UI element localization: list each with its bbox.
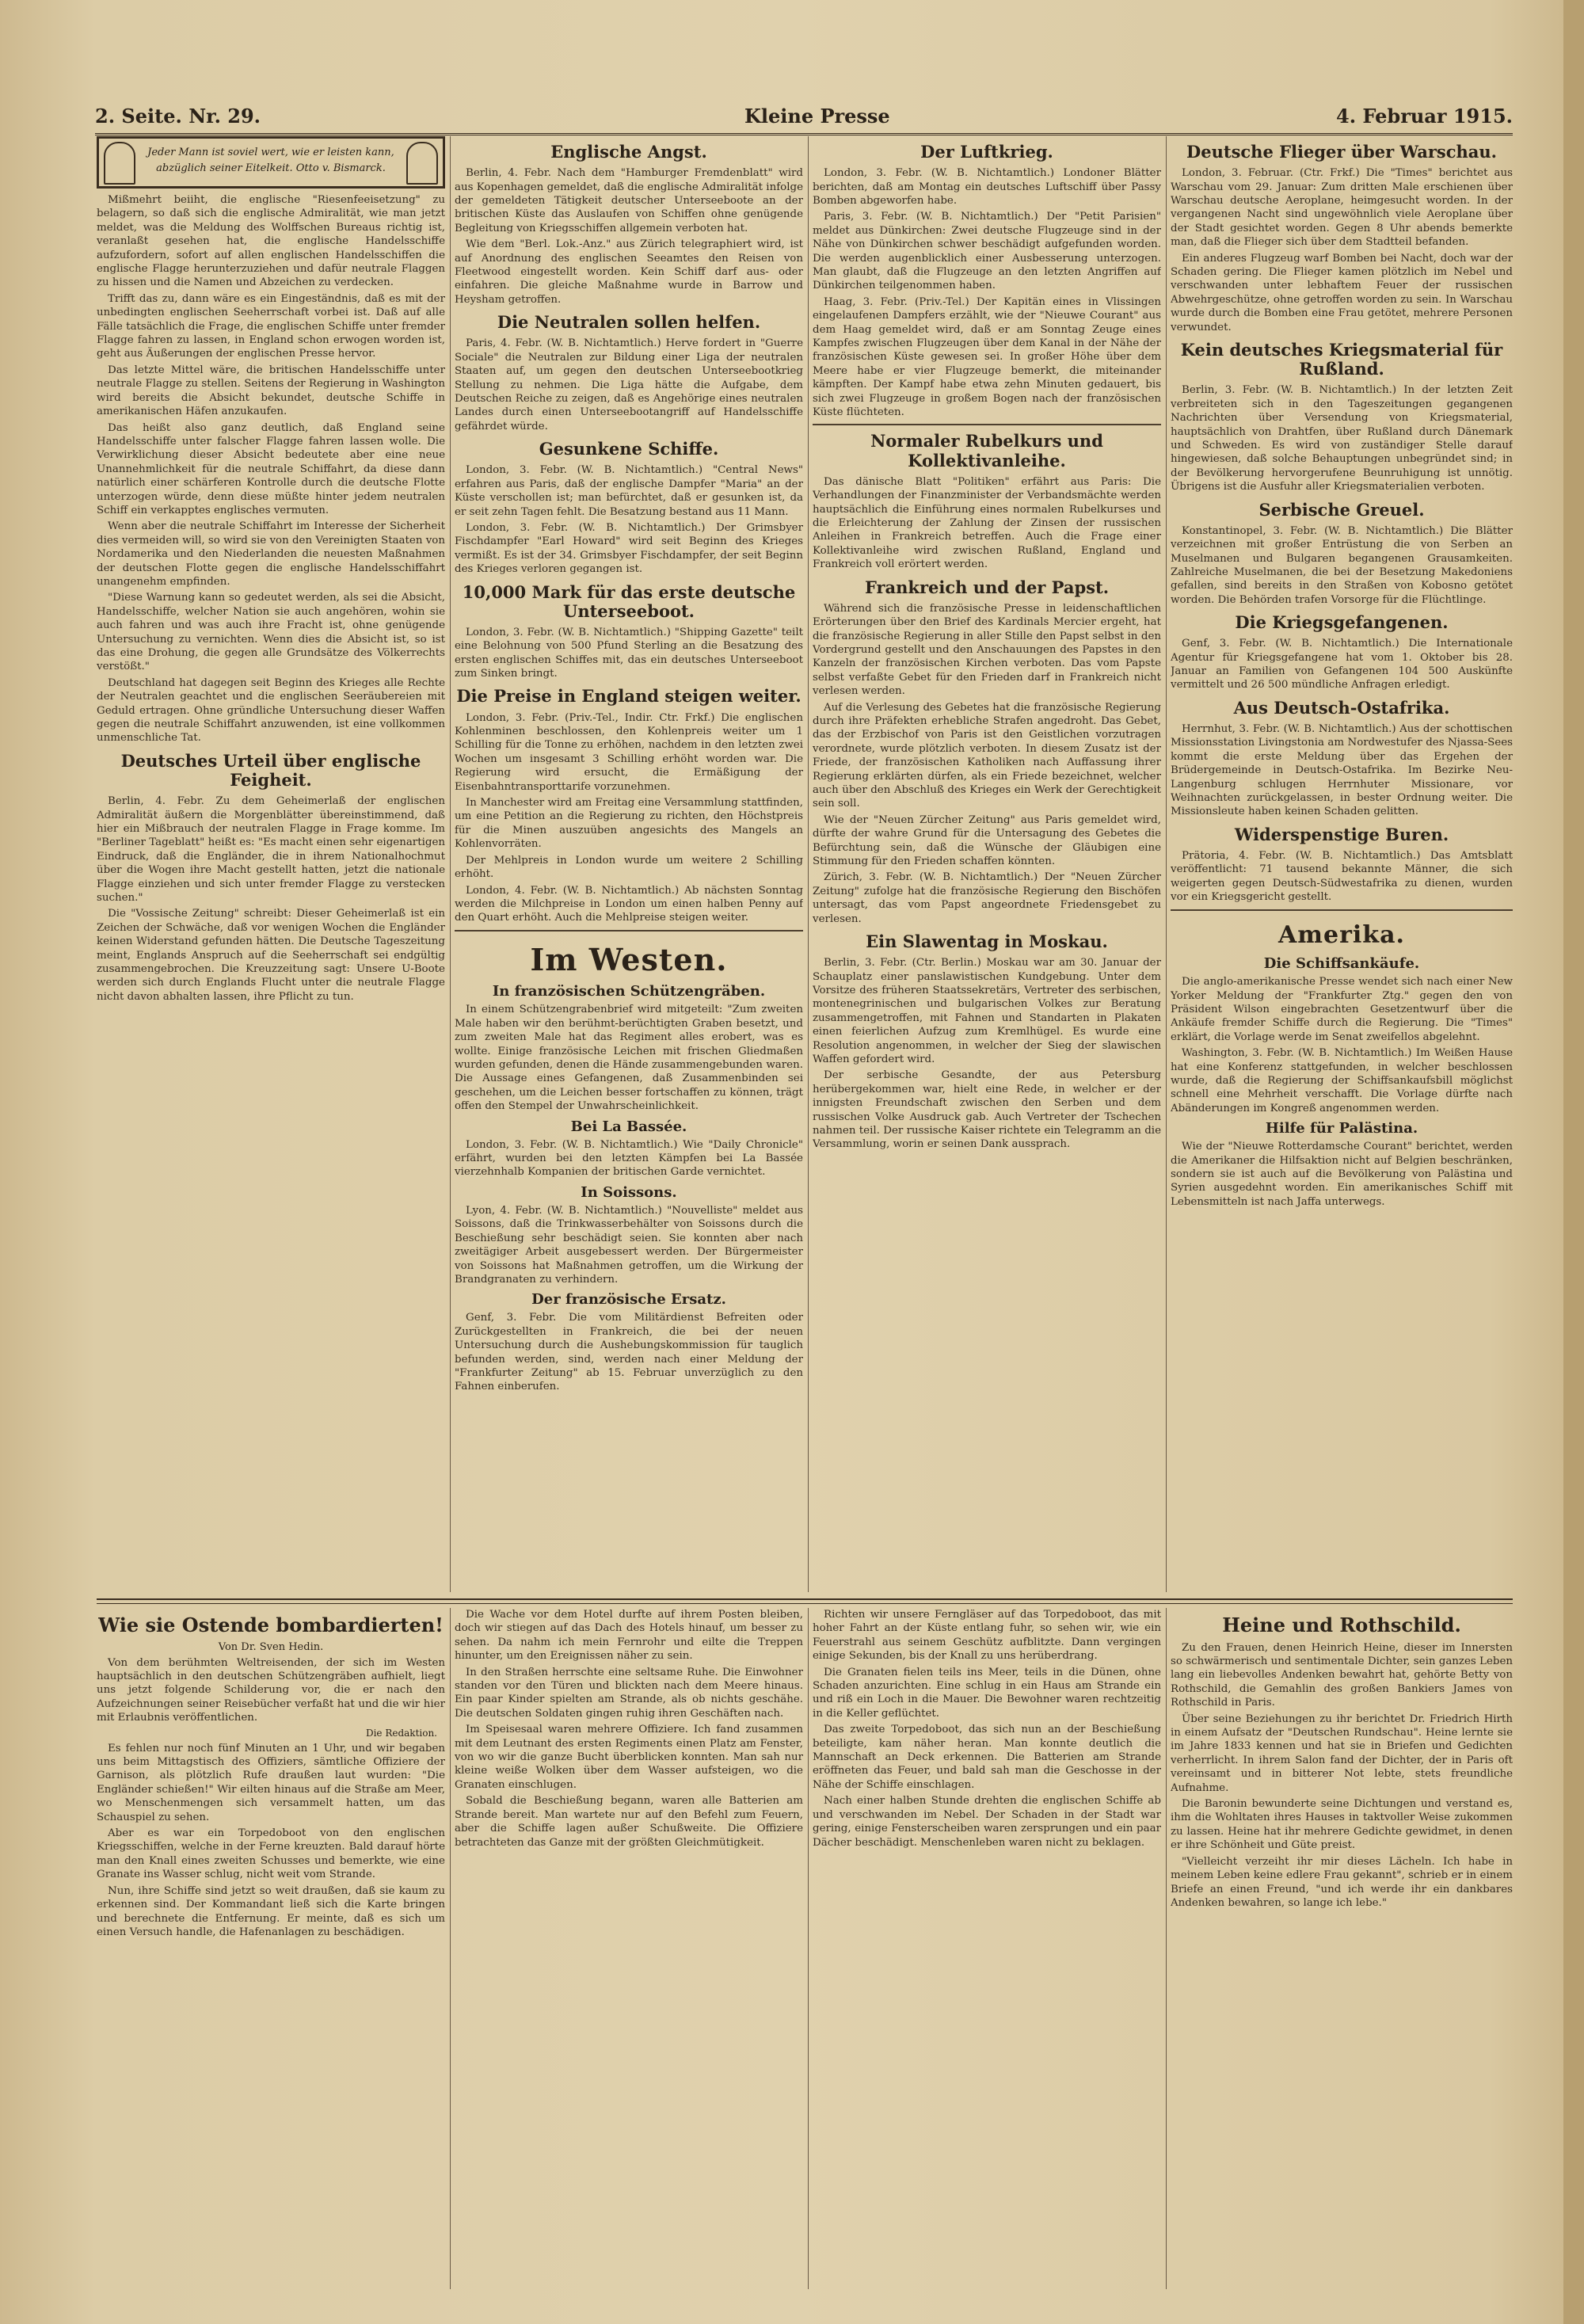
- paragraph: Richten wir unsere Ferngläser auf das Torpedoboot, das mit hoher Fahrt an der Küste entlang fuhr, so sehen wir, wie ein Feuerstrahl aus seinem Geschütz aufblitzte. Dann vergingen einige Sekunden, bis der Knall zu uns herüberdrang.: [813, 1609, 1161, 1663]
- feuilleton-column-3: [813, 1608, 1161, 2289]
- column-divider: [450, 1608, 451, 2289]
- paragraph: Mißmehrt beiiht, die englische "Riesenfeeisetzung" zu belagern, so daß sich die englische Admiralität, wie man jetzt meldet, was die Meldung des Wolffschen Bureaus richtig ist, veranlaßt gesehen hat, die englische Handelsschiffe aufzufordern, sofort auf allen englischen Handelsschiffen die englische Flagge herunterzuziehen und dafür neutrale Flaggen zu hissen und die Namen und Abzeichen zu verdecken.: [97, 194, 445, 289]
- paragraph: London, 3. Febr. (W. B. Nichtamtlich.) "Central News" erfahren aus Paris, daß der englische Dampfer "Maria" an der Küste verschollen ist; man befürchtet, daß er gesunken ist, da er seit zehn Tagen fehlt. Die Besatzung bestand aus 11 Mann.: [455, 464, 803, 518]
- paragraph: Von dem berühmten Weltreisenden, der sich im Westen hauptsächlich in den deutschen Schützengräben aufhielt, liegt uns jetzt folgende Schilderung vor, die er nach den Aufzeichnungen seiner Reisebücher verfaßt hat und die wir hier mit Erlaubnis veröffentlichen.: [97, 1656, 445, 1724]
- paragraph: Sobald die Beschießung begann, waren alle Batterien am Strande bereit. Man wartete nur auf den Befehl zum Feuern, aber die Schiffe lagen außer Schußweite. Die Offiziere betrachteten das Ganze mit der größten Gleichmütigkeit.: [455, 1795, 803, 1849]
- article-headline: Frankreich und der Papst.: [864, 577, 1110, 597]
- article-headline: Die Kriegsgefangenen.: [1235, 612, 1449, 633]
- page-edge: [1563, 0, 1584, 2324]
- paragraph: Aber es war ein Torpedoboot von den englischen Kriegsschiffen, welche in der Ferne kreuzten. Bald darauf hörte man den Knall eines zweiten Schusses und bemerkte, wie eine Granate ins Wasser schlug, nicht weit vom Strande.: [97, 1827, 445, 1881]
- masthead-title: Kleine Presse: [744, 105, 890, 128]
- paragraph: Die "Vossische Zeitung" schreibt: Dieser Geheimerlaß ist ein Zeichen der Schwäche, daß vor wenigen Wochen die Engländer keinen Widerstand gefunden hätten. Die Deutsche Tageszeitung meint, Englands Anspruch auf die Seeherrschaft sei endgültig zusammengebrochen. Die Kreuzzeitung sagt: Unsere U-Boote werden sich durch Englands Flucht unter die neutrale Flagge nicht davon abhalten lassen, ihre Pflicht zu tun.: [97, 908, 445, 1003]
- paragraph: Die Baronin bewunderte seine Dichtungen und verstand es, ihm die Wohltaten ihres Hauses in taktvoller Weise zukommen zu lassen. Heine hat ihr mehrere Gedichte gewidmet, in denen er ihre Schönheit und Güte preist.: [1171, 1798, 1513, 1852]
- paragraph: Es fehlen nur noch fünf Minuten an 1 Uhr, und wir begaben uns beim Mittagstisch des Offiziers, sämtliche Offiziere der Garnison, als plötzlich Rufe draußen laut wurden: "Die Engländer schießen!" Wir eilten hinaus auf die Straße am Meer, wo Menschenmengen sich versammelt hatten, um das Schauspiel zu sehen.: [97, 1742, 445, 1823]
- paragraph: Herrnhut, 3. Febr. (W. B. Nichtamtlich.) Aus der schottischen Missionsstation Livingstonia am Nordwestufer des Njassa-Sees kommt die erste Meldung über das Ergehen der Brüdergemeinde in Deutsch-Ostafrika. Im Bezirke Neu-Langenburg schlugen Herrnhuter Missionare, vor Weihnachten zurückgelassen, in bester Ordnung weiter. Die Missionsleute haben keinen Schaden gelitten.: [1171, 723, 1513, 818]
- paragraph: Die Granaten fielen teils ins Meer, teils in die Dünen, ohne Schaden anzurichten. Eine schlug in ein Haus am Strande ein und riß ein Loch in die Mauer. Die Bewohner waren rechtzeitig in die Keller geflüchtet.: [813, 1666, 1161, 1720]
- paragraph: Zürich, 3. Febr. (W. B. Nichtamtlich.) Der "Neuen Zürcher Zeitung" zufolge hat die französische Regierung den Bischöfen untersagt, das vom Papst angeordnete Friedensgebet zu verlesen.: [813, 871, 1161, 925]
- article-headline: Kein deutsches Kriegsmaterial für Rußland.: [1180, 340, 1503, 379]
- paragraph: Genf, 3. Febr. Die vom Militärdienst Befreiten oder Zurückgestellten in Frankreich, die bei der neuen Untersuchung durch die Aushebungskommission für tauglich befunden werden, sind, werden nach einer Meldung der "Frankfurter Zeitung" ab 15. Februar unverzüglich zu den Fahnen einberufen.: [455, 1312, 803, 1393]
- article-headline: In Soissons.: [581, 1183, 677, 1201]
- paragraph: London, 4. Febr. (W. B. Nichtamtlich.) Ab nächsten Sonntag werden die Milchpreise in London um einen halben Penny auf den Quart erhöht. Auch die Mehlpreise steigen weiter.: [455, 884, 803, 924]
- paragraph: Prätoria, 4. Febr. (W. B. Nichtamtlich.) Das Amtsblatt veröffentlicht: 71 tausend bekannte Männer, die sich weigerten gegen Deutsch-Südwestafrika zu dienen, wurden vor ein Kriegsgericht gestellt.: [1171, 850, 1513, 904]
- column-divider: [808, 136, 809, 1592]
- section-rule: [1171, 909, 1513, 911]
- paragraph: Das heißt also ganz deutlich, daß England seine Handelsschiffe unter falscher Flagge fahren lassen wolle. Die Verwirklichung dieser Absicht bedeutete aber eine neue Unannehmlichkeit für die neutrale Schiffahrt, da diese dann natürlich einer schärferen Kontrolle durch die deutsche Flotte unterzogen würde, denn diese müßte hinter jedem neutralen Schiff ein verkapptes englisches vermuten.: [97, 421, 445, 516]
- section-headline: Amerika.: [1278, 920, 1405, 949]
- article-headline: Ein Slawentag in Moskau.: [866, 932, 1108, 952]
- paragraph: Trifft das zu, dann wäre es ein Eingeständnis, daß es mit der unbedingten englischen Seeherrschaft vorbei ist. Daß auf alle Fälle tatsächlich die Frage, die englischen Schiffe unter fremder Flagge fahren zu lassen, in England schon erwogen worden ist, geht aus Äußerungen der englischen Presse hervor.: [97, 292, 445, 360]
- paragraph: Das zweite Torpedoboot, das sich nun an der Beschießung beteiligte, kam näher heran. Man konnte deutlich die Mannschaft an Deck erkennen. Die Batterien am Strande eröffneten das Feuer, und bald sah man die Geschosse in der Nähe der Schiffe einschlagen.: [813, 1724, 1161, 1791]
- section-headline: Im Westen.: [530, 941, 728, 977]
- paragraph: London, 3. Febr. (W. B. Nichtamtlich.) Wie "Daily Chronicle" erfährt, wurden bei den letzten Kämpfen bei La Bassée vierzehnhalb Kompanien der britischen Garde vernichtet.: [455, 1138, 803, 1179]
- paragraph: Konstantinopel, 3. Febr. (W. B. Nichtamtlich.) Die Blätter verzeichnen mit großer Entrüstung die von Serben an Muselmanen und Bulgaren begangenen Grausamkeiten. Zahlreiche Muselmanen, die bei der Besetzung Makedoniens gefallen, sind bereits in den Straßen von Kobosno getötet worden. Die Behörden trafen Vorsorge für die Flüchtlinge.: [1171, 524, 1513, 606]
- paragraph: London, 3. Februar. (Ctr. Frkf.) Die "Times" berichtet aus Warschau vom 29. Januar: Zum dritten Male erschienen über Warschau deutsche Aeroplane, heimgesucht worden. In der vergangenen Nacht sind ungewöhnlich viele Aeroplane über der Stadt gesichtet worden. Gegen 8 Uhr abends bemerkte man, daß die Flieger sich über dem Stadtteil befanden.: [1171, 167, 1513, 249]
- paragraph: Die anglo-amerikanische Presse wendet sich nach einer New Yorker Meldung der "Frankfurter Ztg." gegen den von Präsident Wilson eingebrachten Gesetzentwurf über die Ankäufe fremder Schiffe durch die Regierung. Die "Times" erklärt, die Vorlage werde im Senat zweifellos abgelehnt.: [1171, 976, 1513, 1043]
- paragraph: Wie der "Nieuwe Rotterdamsche Courant" berichtet, werden die Amerikaner die Hilfsaktion nicht auf Belgien beschränken, sondern sie ist auch auf die Bevölkerung von Palästina und Syrien ausgedehnt worden. Ein amerikanisches Schiff mit Lebensmitteln ist nach Jaffa unterwegs.: [1171, 1141, 1513, 1208]
- author-byline: Von Dr. Sven Hedin.: [218, 1640, 324, 1653]
- article-headline: Englische Angst.: [550, 142, 707, 162]
- page-header: [95, 101, 1513, 135]
- issue-date: 4. Februar 1915.: [1336, 105, 1513, 128]
- paragraph: In den Straßen herrschte eine seltsame Ruhe. Die Einwohner standen vor den Türen und blickten nach dem Meere hinaus. Ein paar Kinder spielten am Strande, als ob nichts geschähe. Die deutschen Soldaten gingen ruhig ihren Geschäften nach.: [455, 1666, 803, 1720]
- motto-box: [97, 136, 445, 189]
- paragraph: Der Mehlpreis in London wurde um weitere 2 Schilling erhöht.: [455, 854, 803, 881]
- paragraph: Wie dem "Berl. Lok.-Anz." aus Zürich telegraphiert wird, ist auf Anordnung des englischen Seeamtes den Reisen von Fleetwood eingestellt worden. Kein Schiff darf aus- oder einfahren. Die gleiche Maßnahme wurde in Barrow und Heysham getroffen.: [455, 238, 803, 306]
- motto-quote: Jeder Mann ist soviel wert, wie er leisten kann, abzüglich seiner Eitelkeit.: [147, 147, 394, 174]
- article-headline: Die Preise in England steigen weiter.: [456, 686, 802, 707]
- article-headline: Der Luftkrieg.: [920, 142, 1053, 162]
- article-headline: In französischen Schützengräben.: [492, 983, 766, 1000]
- paragraph: Die Wache vor dem Hotel durfte auf ihrem Posten bleiben, doch wir stiegen auf das Dach des Hotels hinauf, um besser zu sehen. Da nahm ich mein Fernrohr und eilte die Treppen hinunter, um den Ereignissen näher zu sein.: [455, 1609, 803, 1663]
- paragraph: Ein anderes Flugzeug warf Bomben bei Nacht, doch war der Schaden gering. Die Flieger kamen plötzlich im Nebel und verschwanden unter lebhaftem Feuer der russischen Abwehrgeschütze, ohne getroffen worden zu sein. In Warschau wurde durch die Bomben eine Frau getötet, mehrere Personen verwundet.: [1171, 252, 1513, 333]
- article-headline: Serbische Greuel.: [1258, 499, 1425, 520]
- paragraph: Der serbische Gesandte, der aus Petersburg herübergekommen war, hielt eine Rede, in welcher er der innigsten Freundschaft zwischen den Serben und dem russischen Volke Ausdruck gab. Auch Vertreter der Tschechen nahmen teil. Der russische Kaiser richtete ein Telegramm an die Versammlung, worin er seinen Dank aussprach.: [813, 1069, 1161, 1151]
- motto-attribution: Otto v. Bismarck.: [295, 162, 386, 174]
- paragraph: Paris, 4. Febr. (W. B. Nichtamtlich.) Herve fordert in "Guerre Sociale" die Neutralen zur Bildung einer Liga der neutralen Staaten auf, um gegen den deutschen Unterseebootkrieg Stellung zu nehmen. Die Liga hätte die Aufgabe, dem Deutschen Reiche zu zeigen, daß es Angehörige eines neutralen Landes durch einen Unterseebootangriff auf Handelsschiffe gefährdet würde.: [455, 337, 803, 432]
- paragraph: Nach einer halben Stunde drehten die englischen Schiffe ab und verschwanden im Nebel. Der Schaden in der Stadt war gering, einige Fensterscheiben waren zersprungen und ein paar Dächer beschädigt. Menschenleben waren nicht zu beklagen.: [813, 1795, 1161, 1849]
- column-4: [1171, 136, 1513, 1592]
- paragraph: Wenn aber die neutrale Schiffahrt im Interesse der Sicherheit dies vermeiden will, so wird sie von den Vereinigten Staaten von Nordamerika und den Niederlanden die neuesten Maßnahmen der deutschen Flotte gegen die englische Handelsschiffahrt unangenehm empfinden.: [97, 520, 445, 588]
- ornament-right-icon: [406, 142, 438, 185]
- paragraph: In Manchester wird am Freitag eine Versammlung stattfinden, um eine Petition an die Regierung zu richten, den Höchstpreis für die Minen auszuüben angesichts des Mangels an Kohlenvorräten.: [455, 797, 803, 851]
- article-headline: Deutsches Urteil über englische Feigheit.: [120, 750, 421, 790]
- section-rule: [813, 424, 1161, 425]
- paragraph: "Diese Warnung kann so gedeutet werden, als sei die Absicht, Handelsschiffe, welcher Nation sie auch angehören, wohin sie auch fahren und was auch ihre Fracht ist, ohne genügende Untersuchung zu vernichten. Wenn dies die Absicht ist, so ist das eine Drohung, die gegen alle Grundsätze des Völkerrechts verstößt.": [97, 592, 445, 673]
- article-headline: Bei La Bassée.: [570, 1118, 687, 1135]
- paragraph: Zu den Frauen, denen Heinrich Heine, dieser im Innersten so schwärmerisch und sentimentale Dichter, sein ganzes Leben lang ein liebevolles Andenken bewahrt hat, gehörte Betty von Rothschild, die Gemahlin des großen Bankiers James von Rothschild in Paris.: [1171, 1641, 1513, 1709]
- feuilleton-column-2: [455, 1608, 803, 2289]
- column-divider: [808, 1608, 809, 2289]
- editor-note: Die Redaktion.: [365, 1727, 437, 1739]
- feuilleton-divider: [97, 1598, 1513, 1604]
- column-2: [455, 136, 803, 1592]
- ornament-left-icon: [104, 142, 135, 185]
- paragraph: Paris, 3. Febr. (W. B. Nichtamtlich.) Der "Petit Parisien" meldet aus Dünkirchen: Zwei deutsche Flugzeuge sind in der Nähe von Dünkirchen schwer beschädigt aufgefunden worden. Die werden augenblicklich einer Ausbesserung unterzogen. Man glaubt, daß die Flugzeuge an den letzten Angriffen auf Dünkirchen teilgenommen haben.: [813, 211, 1161, 292]
- article-headline: Aus Deutsch-Ostafrika.: [1233, 697, 1450, 718]
- paragraph: Wie der "Neuen Zürcher Zeitung" aus Paris gemeldet wird, dürfte der wahre Grund für die Untersagung des Gebetes die Befürchtung sein, daß die Wünsche der Gläubigen eine Stimmung für den Frieden schaffen könnten.: [813, 813, 1161, 868]
- paragraph: Haag, 3. Febr. (Priv.-Tel.) Der Kapitän eines in Vlissingen eingelaufenen Dampfers erzählt, wie der "Nieuwe Courant" aus dem Haag gemeldet wird, daß er am Sonntag Zeuge eines Kampfes zwischen Flugzeugen über dem Kanal in der Nähe der französischen Küste gewesen sei. In großer Höhe über dem Meere habe er vier Flugzeuge bemerkt, die miteinander kämpften. Der Kampf habe etwa zehn Minuten gedauert, bis sich zwei Flugzeuge in großem Bogen nach der französischen Küste flüchteten.: [813, 295, 1161, 419]
- paragraph: London, 3. Febr. (W. B. Nichtamtlich.) Der Grimsbyer Fischdampfer "Earl Howard" wird seit Beginn des Krieges vermißt. Es ist der 34. Grimsbyer Fischdampfer, der seit Beginn des Krieges verloren gegangen ist.: [455, 521, 803, 576]
- column-divider: [1166, 136, 1167, 1592]
- article-headline: Deutsche Flieger über Warschau.: [1186, 142, 1497, 162]
- paragraph: Berlin, 3. Febr. (Ctr. Berlin.) Moskau war am 30. Januar der Schauplatz einer panslawistischen Kundgebung. Unter dem Vorsitze des früheren Staatssekretärs, Vertreter des serbischen, montenegrinischen und bulgarischen Volkes zur Beratung zusammengetroffen, mit Fahnen und Standarten in Plakaten einen feierlichen Aufzug zum Kremlhügel. Es wurde eine Resolution angenommen, in welcher der Sieg der slawischen Waffen gefordert wird.: [813, 957, 1161, 1066]
- article-headline: Gesunkene Schiffe.: [539, 439, 719, 459]
- article-headline: Die Schiffsankäufe.: [1263, 955, 1420, 973]
- article-headline: Die Neutralen sollen helfen.: [497, 312, 761, 333]
- paragraph: Lyon, 4. Febr. (W. B. Nichtamtlich.) "Nouvelliste" meldet aus Soissons, daß die Trinkwasserbehälter von Soissons durch die Beschießung sehr beschädigt seien. Sie konnten aber nach zweitägiger Arbeit ausgebessert werden. Der Bürgermeister von Soissons hat Maßnahmen getroffen, um die Wirkung der Brandgranaten zu verhindern.: [455, 1204, 803, 1286]
- paragraph: Auf die Verlesung des Gebetes hat die französische Regierung durch ihre Präfekten erhebliche Strafen angedroht. Das Gebet, das der Erzbischof von Paris ist den Geistlichen vorzutragen verordnete, wurde plötzlich verboten. In diesem Zusatz ist der Friede, der französischen Katholiken nach Auffassung ihrer Regierung erklärten dürfen, als ein Friede bezeichnet, welcher auch über den Abschluß des Krieges ein Werk der Gerechtigkeit sein soll.: [813, 701, 1161, 810]
- article-headline: Hilfe für Palästina.: [1265, 1120, 1418, 1137]
- feuilleton-column-4: [1171, 1608, 1513, 2289]
- page-number: 2. Seite. Nr. 29.: [95, 105, 261, 128]
- feuilleton-headline: Wie sie Ostende bombardierten!: [98, 1613, 444, 1636]
- paragraph: Während sich die französische Presse in leidenschaftlichen Erörterungen über den Brief des Kardinals Mercier ergeht, hat die französische Regierung in aller Stille den Papst selbst in den Vordergrund gestellt und den Anschauungen des Papstes in den Kanzeln der französischen Kirchen verboten. Das vom Papste selbst verfaßte Gebet für den Frieden darf in Frankreich nicht verlesen werden.: [813, 602, 1161, 698]
- paragraph: Das letzte Mittel wäre, die britischen Handelsschiffe unter neutrale Flagge zu stellen. Seitens der Regierung in Washington wird bereits die Absicht bekundet, deutsche Schiffe in amerikanischen Häfen anzukaufen.: [97, 364, 445, 418]
- paragraph: Berlin, 4. Febr. Nach dem "Hamburger Fremdenblatt" wird aus Kopenhagen gemeldet, daß die englische Admiralität infolge der gemeldeten Tätigkeit deutscher Unterseeboote an der britischen Küste das Auslaufen von Schiffen ohne genügende Begleitung von Kriegsschiffen allgemein verboten hat.: [455, 167, 803, 234]
- paragraph: Berlin, 3. Febr. (W. B. Nichtamtlich.) In der letzten Zeit verbreiteten sich in den Tageszeitungen gegangenen Nachrichten über Versendung von Kriegsmaterial, hauptsächlich von Drahtfen, über Rußland durch Dänemark und Schweden. Es wird von zuständiger Stelle darauf hingewiesen, daß solche Behauptungen unbegründet sind; in der Bevölkerung hervorgerufene Beunruhigung ist unnötig. Übrigens ist die Ausfuhr aller Kriegsmaterialien verboten.: [1171, 384, 1513, 493]
- column-1: [97, 136, 445, 1592]
- paragraph: Nun, ihre Schiffe sind jetzt so weit draußen, daß sie kaum zu erkennen sind. Der Kommandant ließ sich die Karte bringen und berechnete die Entfernung. Er meinte, daß es sich um einen Versuch handle, die Hafenanlagen zu beschädigen.: [97, 1884, 445, 1938]
- paragraph: In einem Schützengrabenbrief wird mitgeteilt: "Zum zweiten Male haben wir den berühmt-berüchtigten Graben besetzt, und zum zweiten Male hat das Regiment alles erobert, was es wollte. Einige französische Leichen mit frischen Gliedmaßen wurden gefunden, denen die Hände zusammengebunden waren. Die Aussage eines Gefangenen, daß Zusammenbinden sei geschehen, um die Leichen besser fortschaffen zu können, trägt offen den Stempel der Unwahrscheinlichkeit.: [455, 1004, 803, 1113]
- paragraph: Genf, 3. Febr. (W. B. Nichtamtlich.) Die Internationale Agentur für Kriegsgefangene hat vom 1. Oktober bis 28. Januar an Familien von Gefangenen 104 500 Auskünfte vermittelt und 26 500 mündliche Anfragen erledigt.: [1171, 638, 1513, 691]
- paragraph: "Vielleicht verzeiht ihr mir dieses Lächeln. Ich habe in meinem Leben keine edlere Frau gekannt", schrieb er in einem Briefe an einen Freund, "und ich werde ihr ein dankbares Andenken bewahren, so lange ich lebe.": [1171, 1855, 1513, 1909]
- article-headline: Widerspenstige Buren.: [1234, 824, 1449, 844]
- article-headline: Normaler Rubelkurs und Kollektivanleihe.: [870, 431, 1103, 471]
- paragraph: Berlin, 4. Febr. Zu dem Geheimerlaß der englischen Admiralität äußern die Morgenblätter übereinstimmend, daß hier ein Mißbrauch der neutralen Flagge in Frage komme. Im "Berliner Tageblatt" heißt es: "Es macht einen sehr eigenartigen Eindruck, daß die Engländer, die in ihrem Nationalhochmut über die Wogen ihre Macht gestellt hatten, jetzt die nationale Flagge einziehen und sich unter fremder Flagge zu verstecken suchen.": [97, 795, 445, 904]
- column-3: [813, 136, 1161, 1592]
- feuilleton-column-1: [97, 1608, 445, 2289]
- paragraph: London, 3. Febr. (W. B. Nichtamtlich.) "Shipping Gazette" teilt eine Belohnung von 500 Pfund Sterling an die Besatzung des ersten englischen Schiffes mit, das ein deutsches Unterseeboot zum Sinken bringt.: [455, 626, 803, 680]
- article-headline: Der französische Ersatz.: [531, 1291, 726, 1309]
- paragraph: Im Speisesaal waren mehrere Offiziere. Ich fand zusammen mit dem Leutnant des ersten Regiments einen Platz am Fenster, von wo wir die ganze Bucht überblicken konnten. Man sah nur kleine weiße Wolken über dem Wasser aufsteigen, wo die Granaten einschlugen.: [455, 1724, 803, 1791]
- paragraph: Deutschland hat dagegen seit Beginn des Krieges alle Rechte der Neutralen geachtet und die englischen Seeräubereien mit Geduld ertragen. Ohne gründliche Untersuchung dieser Waffen gegen die neutrale Schiffahrt anzuwenden, ist eine vollkommen unmenschliche Tat.: [97, 676, 445, 745]
- paragraph: London, 3. Febr. (Priv.-Tel., Indir. Ctr. Frkf.) Die englischen Kohlenminen beschlossen, den Kohlenpreis weiter um 1 Schilling für die Tonne zu erhöhen, nachdem in den letzten zwei Wochen um insgesamt 3 Schilling erhöht worden war. Die Regierung wird ersucht, die Ermäßigung der Eisenbahntransporttarife vorzunehmen.: [455, 711, 803, 793]
- feuilleton-headline: Heine und Rothschild.: [1222, 1613, 1461, 1636]
- column-divider: [450, 136, 451, 1592]
- paragraph: Über seine Beziehungen zu ihr berichtet Dr. Friedrich Hirth in einem Aufsatz der "Deutschen Rundschau". Heine lernte sie im Jahre 1833 kennen und hat sie in Briefen und Gedichten verherrlicht. In ihrem Salon fand der Dichter, der in Paris oft vereinsamt und in bitterer Not lebte, stets freundliche Aufnahme.: [1171, 1713, 1513, 1794]
- column-divider: [1166, 1608, 1167, 2289]
- article-headline: 10,000 Mark für das erste deutsche Unterseeboot.: [462, 581, 796, 621]
- motto-text: [139, 145, 403, 177]
- section-rule: [455, 930, 803, 932]
- paragraph: Das dänische Blatt "Politiken" erfährt aus Paris: Die Verhandlungen der Finanzminister der Verbandsmächte werden hauptsächlich die Einführung eines normalen Rubelkurses und die Erleichterung der Zahlung der Zinsen der russischen Anleihen in Frankreich betreffen. Auch die Frage einer Kollektivanleihe wird zwischen Rußland, England und Frankreich voll erörtert werden.: [813, 475, 1161, 571]
- paragraph: London, 3. Febr. (W. B. Nichtamtlich.) Londoner Blätter berichten, daß am Montag ein deutsches Luftschiff über Passy Bomben abgeworfen habe.: [813, 167, 1161, 207]
- paragraph: Washington, 3. Febr. (W. B. Nichtamtlich.) Im Weißen Hause hat eine Konferenz stattgefunden, in welcher beschlossen wurde, daß die Regierung der Schiffsankaufsbill möglichst schnell eine Mehrheit verschafft. Die Vorlage dürfte nach Abänderungen im Kongreß angenommen werden.: [1171, 1047, 1513, 1114]
